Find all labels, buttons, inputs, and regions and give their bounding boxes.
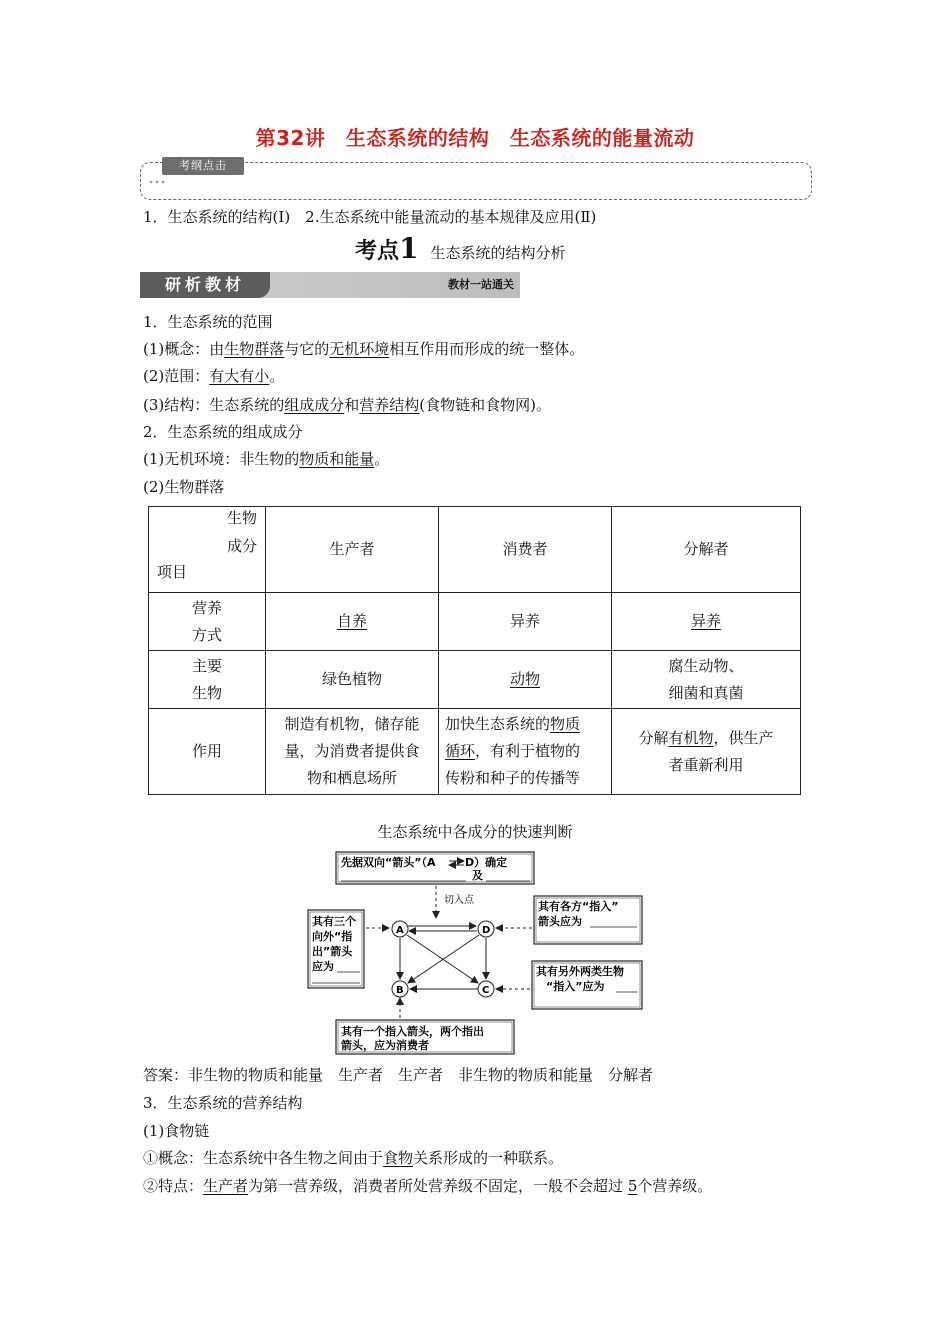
- svg-text:其有各方“指入”: 其有各方“指入”: [538, 900, 619, 913]
- s2-p1: (1)无机环境：非生物的物质和能量。: [143, 450, 390, 468]
- table-cell: 加快生态系统的物质 循环，有利于植物的 传粉和种子的传播等: [439, 709, 612, 795]
- table-header: 生产者: [266, 507, 439, 593]
- corner-label-mid: 成分: [226, 537, 257, 555]
- svg-text:A: A: [396, 925, 404, 936]
- svg-text:向外“指: 向外“指: [312, 930, 353, 943]
- s1-heading: 1．生态系统的范围: [143, 313, 273, 331]
- row-label: 营养 方式: [149, 593, 266, 651]
- s1-p2: (2)范围：有大有小。: [143, 367, 285, 385]
- table-cell: 自养: [266, 593, 439, 651]
- kaogang-tag: 考纲点击: [162, 157, 244, 175]
- table-header: 分解者: [612, 507, 801, 593]
- svg-text:及: 及: [472, 869, 483, 882]
- svg-text:应为: 应为: [312, 960, 334, 973]
- kaodian-heading: [355, 232, 566, 265]
- corner-label-top: 生物: [226, 509, 257, 527]
- svg-text:出”箭头: 出”箭头: [312, 945, 353, 958]
- svg-text:其有三个: 其有三个: [312, 915, 356, 928]
- corner-label-bottom: 项目: [157, 563, 188, 581]
- s1-p3: (3)结构：生态系统的组成成分和营养结构(食物链和食物网)。: [143, 396, 552, 414]
- table-corner-cell: [149, 507, 266, 593]
- answer-line: 答案：非生物的物质和能量 生产者 生产者 非生物的物质和能量 分解者: [143, 1066, 654, 1084]
- page-title: 第32讲 生态系统的结构 生态系统的能量流动: [255, 126, 695, 150]
- svg-text:切入点: 切入点: [444, 895, 474, 906]
- s1-p1: (1)概念：由生物群落与它的无机环境相互作用而形成的统一整体。: [143, 340, 585, 358]
- section-banner: [140, 272, 520, 298]
- svg-text:其有一个指入箭头，两个指出: 其有一个指入箭头，两个指出: [341, 1025, 484, 1038]
- s3-p2: ①概念：生态系统中各生物之间由于食物关系形成的一种联系。: [143, 1149, 564, 1167]
- table-cell: 分解有机物，供生产 者重新利用: [612, 709, 801, 795]
- svg-text:D: D: [482, 925, 491, 936]
- table-cell: 腐生动物、 细菌和真菌: [612, 651, 801, 709]
- svg-text:D）确定: D）确定: [465, 856, 508, 869]
- s3-heading: 3．生态系统的营养结构: [143, 1094, 303, 1112]
- svg-text:箭头应为: 箭头应为: [538, 915, 582, 928]
- row-label: 主要 生物: [149, 651, 266, 709]
- s2-p2: (2)生物群落: [143, 478, 225, 496]
- banner-right-label: 教材一站通关: [448, 278, 514, 291]
- svg-text:B: B: [396, 985, 404, 996]
- s3-p3: ②特点：生产者为第一营养级，消费者所处营养级不固定，一般不会超过 5个营养级。: [143, 1177, 713, 1195]
- table-cell: 异养: [439, 593, 612, 651]
- svg-text:其有另外两类生物: 其有另外两类生物: [536, 965, 624, 978]
- table-cell: 绿色植物: [266, 651, 439, 709]
- svg-text:C: C: [482, 985, 490, 996]
- s3-p1: (1)食物链: [143, 1122, 210, 1140]
- component-diagram: [300, 846, 650, 1058]
- banner-left-label: 研析教材: [140, 272, 270, 298]
- s2-heading: 2．生态系统的组成成分: [143, 423, 303, 441]
- decorative-dots: [148, 179, 166, 185]
- row-label: 作用: [149, 709, 266, 795]
- diagram-title: 生态系统中各成分的快速判断: [377, 823, 573, 841]
- components-table: [148, 506, 801, 795]
- corner-diagonal-line: [149, 507, 278, 554]
- table-cell: 动物: [439, 651, 612, 709]
- svg-text:“指入”应为: “指入”应为: [546, 980, 605, 993]
- svg-text:先据双向“箭头”（A: 先据双向“箭头”（A: [341, 856, 436, 869]
- table-cell: 制造有机物，储存能 量，为消费者提供食 物和栖息场所: [266, 709, 439, 795]
- kaodian-prefix: 考点: [355, 239, 400, 264]
- kaogang-text: 1．生态系统的结构(Ⅰ) 2.生态系统中能量流动的基本规律及应用(Ⅱ): [143, 208, 597, 226]
- table-header: 消费者: [439, 507, 612, 593]
- kaodian-subtitle: 生态系统的结构分析: [430, 244, 566, 262]
- svg-text:箭头，应为消费者: 箭头，应为消费者: [341, 1039, 429, 1052]
- table-cell: 异养: [612, 593, 801, 651]
- kaodian-number: 1: [399, 232, 419, 265]
